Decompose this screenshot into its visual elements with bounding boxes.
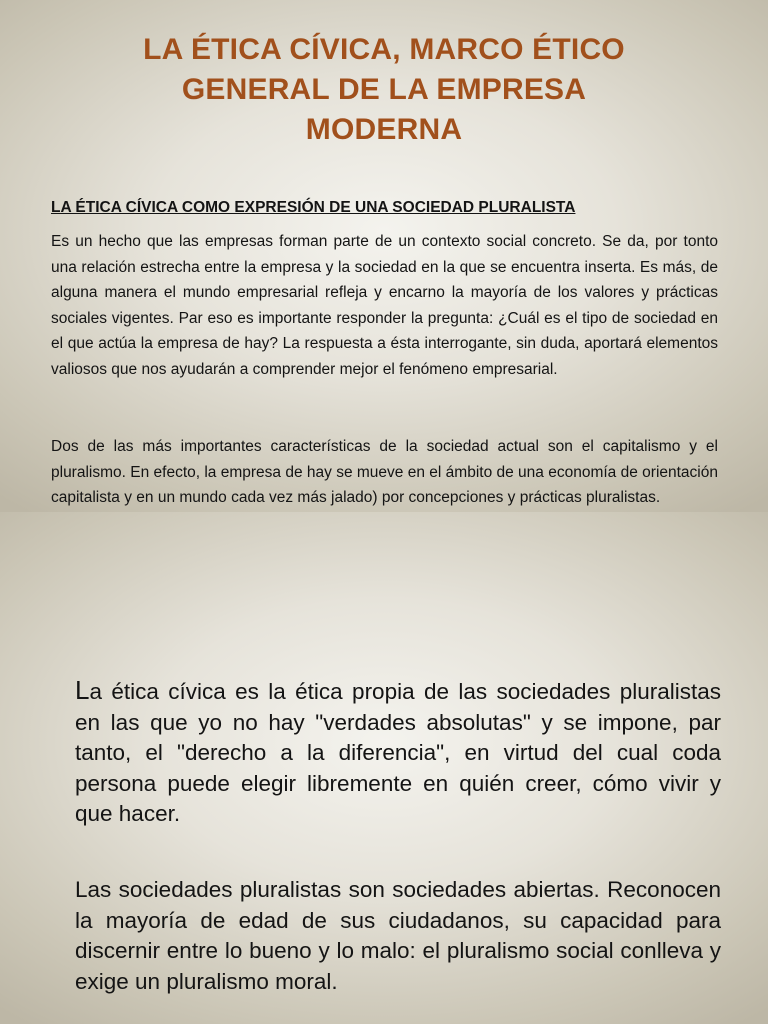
- title-line-1: LA ÉTICA CÍVICA, MARCO ÉTICO: [143, 33, 625, 66]
- slide-title: [60, 30, 708, 150]
- body-paragraph-civic-ethics: [75, 675, 721, 830]
- body-paragraph-1: Es un hecho que las empresas forman parte de un contexto social concreto. Se da, por tonto una relación estrecha entre la empresa y la sociedad en la que se encuentra inserta. Es más, de alguna manera el mundo empresarial refleja y encarno la mayoría de los valores y prácticas sociales vigentes. Par eso es importante responder la pregunta: ¿Cuál es el tipo de sociedad en el que actúa la empresa de hay? La respuesta a ésta interrogante, sin duda, aportará elementos valiosos que nos ayudarán a comprender mejor el fenómeno empresarial.: [51, 233, 718, 378]
- slide-2: [0, 512, 768, 1024]
- body-paragraph-pluralist-societies: Las sociedades pluralistas son sociedades abiertas. Reconocen la mayoría de edad de sus ciudadanos, su capacidad para discernir entre lo bueno y lo malo: el pluralismo social conlleva y exige un pluralismo moral.: [75, 877, 721, 994]
- title-line-3: MODERNA: [305, 113, 463, 146]
- paragraph-text: a ética cívica es la ética propia de las sociedades pluralistas en las que yo no hay "verdades absolutas" y se impone, par tanto, el "derecho a la diferencia", en virtud del cual coda persona puede elegir libremente en quién creer, cómo vivir y que hacer.: [75, 679, 721, 826]
- paragraph-initial-letter: L: [75, 675, 90, 705]
- title-line-2: GENERAL DE LA EMPRESA: [181, 73, 587, 106]
- section-heading: LA ÉTICA CÍVICA COMO EXPRESIÓN DE UNA SOCIEDAD PLURALISTA: [51, 199, 576, 216]
- body-paragraph-2: Dos de las más importantes características de la sociedad actual son el capitalismo y el pluralismo. En efecto, la empresa de hay se mueve en el ámbito de una economía de orientación capitalista y en un mundo cada vez más jalado) por concepciones y prácticas pluralistas.: [51, 438, 718, 507]
